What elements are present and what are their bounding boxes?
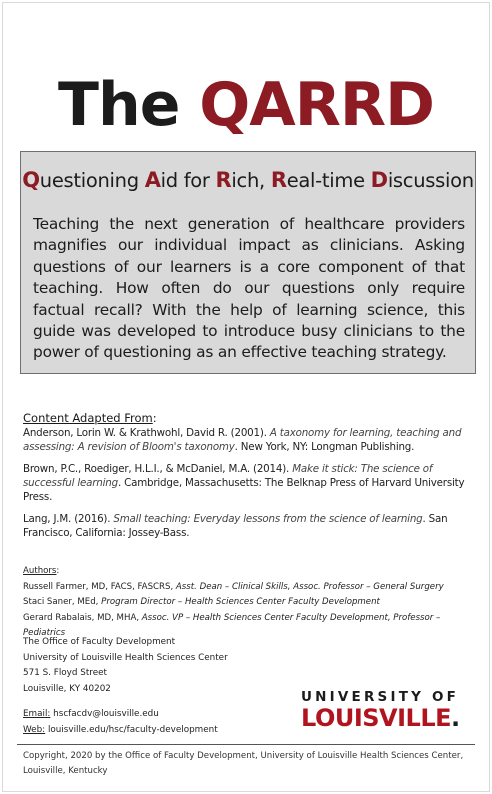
reference-item: Anderson, Lorin W. & Krathwohl, David R. (2001). A taxonomy for learning, teaching and assessing: A revision of Bloom's taxonomy. New York, NY: Longman Publishing. — [23, 427, 462, 453]
university-logo: UNIVERSITY OF LOUISVILLE. — [301, 689, 460, 732]
email-link[interactable]: hscfacdv@louisville.edu — [50, 709, 159, 719]
intro-box — [20, 151, 476, 374]
document-page — [2, 2, 490, 792]
subtitle: Questioning Aid for Rich, Real-time Discussion — [22, 168, 474, 192]
web-line[interactable]: Web: louisville.edu/hsc/faculty-development — [23, 724, 218, 735]
title-the: The — [58, 70, 200, 140]
email-line[interactable]: Email: hscfacdv@louisville.edu — [23, 709, 159, 719]
authors-heading: Authors — [23, 566, 57, 576]
reference-item: Lang, J.M. (2016). Small teaching: Everyday lessons from the science of learning. San Francisco, California: Jossey-Bass. — [23, 513, 448, 539]
author-item: Gerard Rabalais, MD, MHA, Assoc. VP – Health Sciences Center Faculty Development, Professor – Pediatrics — [23, 612, 441, 638]
footer-divider — [17, 744, 475, 745]
authors-section: Authors: Russell Farmer, MD, FACS, FASCRS, Asst. Dean – Clinical Skills, Assoc. Professor – General Surgery Staci Saner, MEd, Program Director – Health Sciences Center Faculty Development Gerard Rabalais, MD, MHA, Assoc. VP – Health Sciences Center Faculty Development, Professor – Pediatrics — [23, 564, 483, 642]
references-section: Content Adapted From: Anderson, Lorin W. & Krathwohl, David R. (2001). A taxonomy for learning, teaching and assessing: A revision of Bloom's taxonomy. New York, NY: Longman Publishing. Brown, P.C., Roediger, H.L.I., & McDaniel, M.A. (2014). Make it stick: The science of successful learning. Cambridge, Massachusetts: The Belknap Press of Harvard University Press. Lang, J.M. (2016). Small teaching: Everyday lessons from the science of learning. San Francisco, California: Jossey-Bass. — [23, 407, 479, 548]
intro-paragraph: Teaching the next generation of healthcare providers magnifies our individual impact as clinicians. Asking questions of our learners is a core component of that teaching. How often do our questions only require factual recall? With the help of learning science, this guide was developed to introduce busy clinicians to the power of questioning as an effective teaching strategy. — [33, 215, 465, 362]
office-address: The Office of Faculty Development University of Louisville Health Sciences Center 571 S. Floyd Street Louisville, KY 40202 — [23, 637, 228, 694]
title-qarrd: QARRD — [199, 70, 434, 140]
copyright-notice: Copyright, 2020 by the Office of Faculty Development, University of Louisville Health Sciences Center, Louisville, Kentucky — [23, 751, 464, 776]
references-heading: Content Adapted From — [23, 411, 153, 425]
contact-info — [23, 707, 218, 738]
web-link[interactable]: louisville.edu/hsc/faculty-development — [45, 724, 218, 735]
reference-item: Brown, P.C., Roediger, H.L.I., & McDaniel, M.A. (2014). Make it stick: The science of successful learning. Cambridge, Massachusetts: The Belknap Press of Harvard University Press. — [23, 463, 465, 503]
page-title — [3, 70, 489, 140]
author-item: Russell Farmer, MD, FACS, FASCRS, Asst. Dean – Clinical Skills, Assoc. Professor – General Surgery — [23, 581, 444, 592]
author-item: Staci Saner, MEd, Program Director – Health Sciences Center Faculty Development — [23, 597, 380, 607]
